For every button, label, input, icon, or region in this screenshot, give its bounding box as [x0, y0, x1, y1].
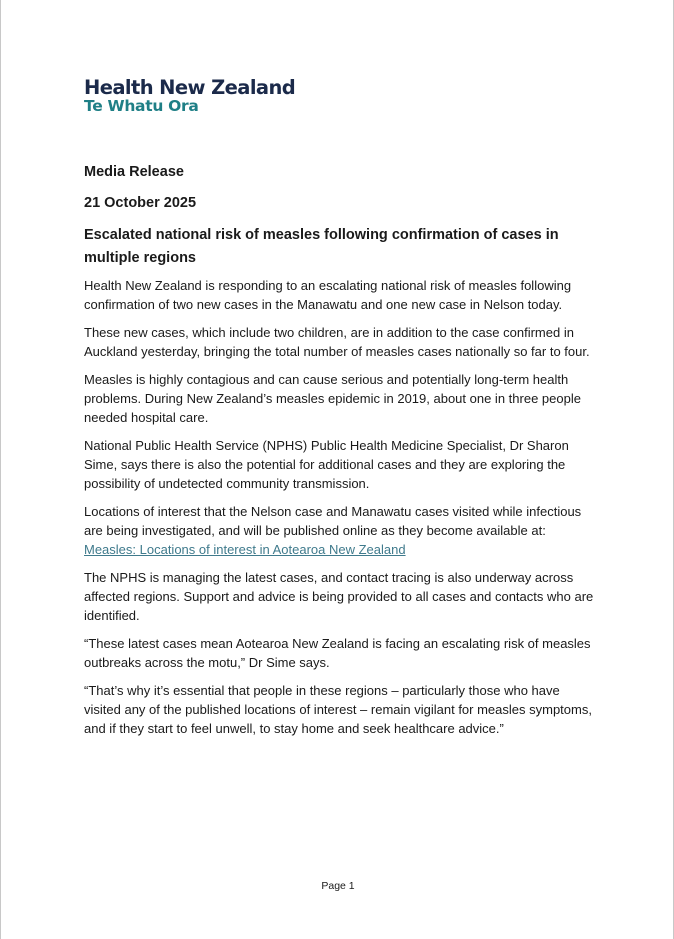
release-date: 21 October 2025 [84, 195, 197, 211]
health-nz-logo [84, 78, 295, 114]
logo-sub-text: Te Whatu Ora [84, 96, 199, 115]
paragraph: Measles is highly contagious and can cause serious and potentially long-term health problems. During New Zealand’s measles epidemic in 2019, about one in three people needed hospital care. [84, 372, 581, 425]
paragraph: “That’s why it’s essential that people in these regions – particularly those who have visited any of the published locations of interest – remain vigilant for measles symptoms, and if they start to feel unwell, to stay home and seek healthcare advice.” [84, 683, 592, 736]
headline: Escalated national risk of measles following confirmation of cases in multiple regions [84, 227, 559, 266]
paragraph: The NPHS is managing the latest cases, and contact tracing is also underway across affected regions. Support and advice is being provided to all cases and contacts who are identified. [84, 570, 594, 623]
paragraph: Health New Zealand is responding to an escalating national risk of measles following confirmation of two new cases in the Manawatu and one new case in Nelson today. [84, 278, 572, 312]
locations-of-interest-link[interactable]: Measles: Locations of interest in Aotearoa New Zealand [84, 542, 406, 557]
logo-main-text: Health New Zealand [84, 76, 296, 99]
paragraph-text: Locations of interest that the Nelson case and Manawatu cases visited while infectious are being investigated, and will be published online as they become available at: [84, 504, 582, 538]
page-number: Page 1 [321, 880, 355, 892]
document-type-label: Media Release [84, 164, 184, 180]
paragraph-with-link [84, 502, 596, 559]
paragraph: National Public Health Service (NPHS) Public Health Medicine Specialist, Dr Sharon Sime, says there is also the potential for additional cases and they are exploring the possibility of undetected community transmission. [84, 438, 569, 491]
document-body [84, 162, 596, 747]
paragraph: “These latest cases mean Aotearoa New Zealand is facing an escalating risk of measles outbreaks across the motu,” Dr Sime says. [84, 636, 591, 670]
paragraph: These new cases, which include two children, are in addition to the case confirmed in Auckland yesterday, bringing the total number of measles cases nationally so far to four. [84, 325, 590, 359]
